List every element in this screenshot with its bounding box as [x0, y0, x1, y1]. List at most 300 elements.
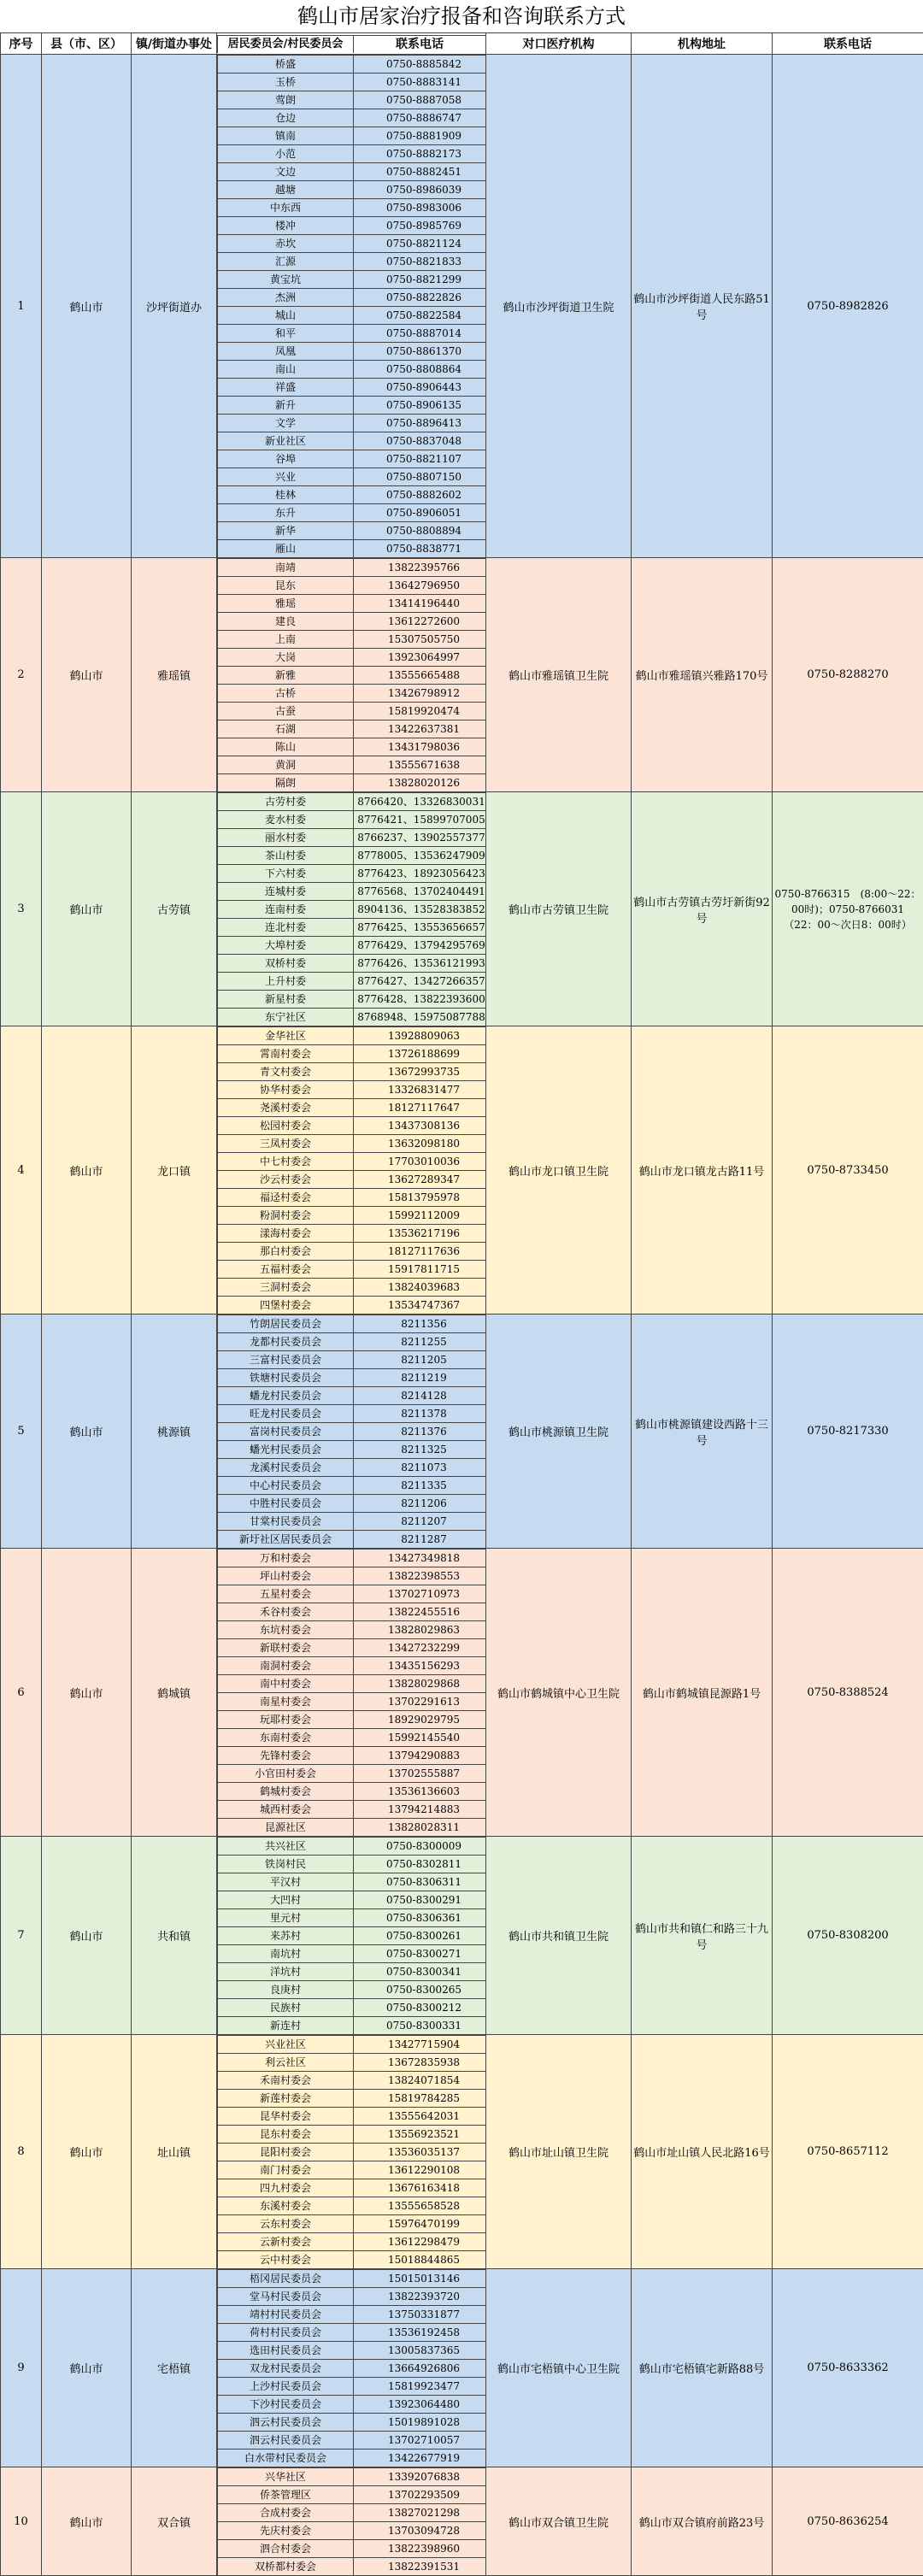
committee-row [218, 2108, 486, 2126]
committee-phone: 13422637381 [354, 720, 486, 738]
committee-row [218, 2251, 486, 2269]
committee-phone: 13928809063 [354, 1027, 486, 1045]
committee-row [218, 756, 486, 774]
group-row [1, 2269, 923, 2467]
committee-phone: 8211287 [354, 1531, 486, 1549]
group-number: 10 [1, 2467, 42, 2576]
committee-phone: 0750-8821833 [354, 253, 486, 271]
committee-phone: 13828028311 [354, 1819, 486, 1837]
committee-name: 南门村委会 [218, 2161, 354, 2179]
committee-phone: 0750-8808864 [354, 361, 486, 379]
committee-name: 云东村委会 [218, 2215, 354, 2233]
committee-name: 沙云村委会 [218, 1171, 354, 1189]
group-number: 8 [1, 2035, 42, 2269]
committee-name: 古桥 [218, 685, 354, 703]
address-cell: 鹤山市雅瑶镇兴雅路170号 [632, 558, 773, 792]
committee-row [218, 2414, 486, 2432]
header-town: 镇/街道办事处 [132, 33, 217, 55]
group-row [1, 792, 923, 1026]
committee-name: 堂马村民委员会 [218, 2288, 354, 2306]
committee-name: 民族村 [218, 1999, 354, 2017]
committee-row [218, 1567, 486, 1585]
address-cell: 鹤山市桃源镇建设西路十三号 [632, 1314, 773, 1549]
committee-phone: 0750-8861370 [354, 343, 486, 361]
contact-phone-cell: 0750-8388524 [773, 1549, 923, 1837]
committee-row [218, 1945, 486, 1963]
committee-name: 文学 [218, 415, 354, 432]
committee-row [218, 2486, 486, 2504]
committee-row [218, 1387, 486, 1405]
committee-phone: 0750-8986039 [354, 181, 486, 199]
committee-name: 共兴社区 [218, 1838, 354, 1856]
committee-phone: 13536035137 [354, 2144, 486, 2161]
town-cell: 鹤城镇 [132, 1549, 217, 1837]
committee-name: 下六村委 [218, 865, 354, 883]
committee-phone: 8768948、15975087788 [354, 1009, 486, 1026]
committee-name: 丽水村委 [218, 829, 354, 847]
committee-phone: 8214128 [354, 1387, 486, 1405]
committee-name: 昆华村委会 [218, 2108, 354, 2126]
committee-phone: 15307505750 [354, 631, 486, 649]
committee-phone: 13750331877 [354, 2306, 486, 2324]
committee-row [218, 865, 486, 883]
committee-name: 禾谷村委会 [218, 1603, 354, 1621]
group-row [1, 1549, 923, 1837]
committee-phone: 8776426、13536121993 [354, 955, 486, 973]
town-cell: 桃源镇 [132, 1314, 217, 1549]
committee-phone: 8211378 [354, 1405, 486, 1423]
committee-phone: 13672835938 [354, 2054, 486, 2072]
committee-row [218, 2179, 486, 2197]
committee-phone: 13828029863 [354, 1621, 486, 1639]
committee-row [218, 1171, 486, 1189]
committee-phone: 0750-8881909 [354, 127, 486, 145]
committee-name: 南洞村委会 [218, 1657, 354, 1675]
committee-name: 楼冲 [218, 217, 354, 235]
committee-phone: 8211255 [354, 1333, 486, 1351]
group-row [1, 55, 923, 558]
committee-row [218, 2432, 486, 2450]
committee-row [218, 379, 486, 397]
group-number: 7 [1, 1837, 42, 2035]
committee-name: 新连村 [218, 2017, 354, 2035]
committee-phone: 8778005、13536247909 [354, 847, 486, 865]
committee-phone: 0750-8300265 [354, 1981, 486, 1999]
committee-phone: 0750-8886747 [354, 109, 486, 127]
committee-row [218, 343, 486, 361]
committee-phone: 15018844865 [354, 2251, 486, 2269]
committee-row [218, 1981, 486, 1999]
committee-phone: 13702293509 [354, 2486, 486, 2504]
committee-phone: 0750-8822826 [354, 289, 486, 307]
committee-row [218, 847, 486, 865]
committee-phone: 13536136603 [354, 1783, 486, 1801]
committee-name: 新华 [218, 522, 354, 540]
committee-name: 黄洞 [218, 756, 354, 774]
committee-phone: 13326831477 [354, 1081, 486, 1099]
committee-list [217, 1314, 486, 1549]
committee-row [218, 432, 486, 450]
institution-cell: 鹤山市古劳镇卫生院 [486, 792, 632, 1026]
committee-phone: 13536217196 [354, 1225, 486, 1243]
committee-name: 玉桥 [218, 74, 354, 91]
committee-row [218, 811, 486, 829]
committee-name: 陈山 [218, 738, 354, 756]
committee-phone: 13822398960 [354, 2540, 486, 2558]
committee-name: 小官田村委会 [218, 1765, 354, 1783]
committee-name: 尧溪村委会 [218, 1099, 354, 1117]
committee-name: 万和村委会 [218, 1550, 354, 1567]
committee-row [218, 919, 486, 937]
committee-phone: 13702291613 [354, 1693, 486, 1711]
committee-name: 先锋村委会 [218, 1747, 354, 1765]
committee-phone: 8211356 [354, 1315, 486, 1333]
committee-name: 泗云村民委员会 [218, 2432, 354, 2450]
committee-phone: 8776423、18923056423 [354, 865, 486, 883]
committee-name: 上升村委 [218, 973, 354, 991]
committee-list [217, 558, 486, 792]
committee-phone: 13824071854 [354, 2072, 486, 2090]
committee-row [218, 217, 486, 235]
committee-phone: 13923064480 [354, 2396, 486, 2414]
committee-phone: 15019891028 [354, 2414, 486, 2432]
committee-name: 越塘 [218, 181, 354, 199]
committee-row [218, 1747, 486, 1765]
committee-name: 莺朗 [218, 91, 354, 109]
group-number: 3 [1, 792, 42, 1026]
committee-name: 昆阳村委会 [218, 2144, 354, 2161]
committee-name: 协华村委会 [218, 1081, 354, 1099]
committee-row [218, 2342, 486, 2360]
committee-phone: 8904136、13528383852 [354, 901, 486, 919]
committee-name: 金华社区 [218, 1027, 354, 1045]
committee-name: 南山 [218, 361, 354, 379]
committee-name: 双龙村民委员会 [218, 2360, 354, 2378]
contact-phone-cell: 0750-8636254 [773, 2467, 923, 2576]
committee-name: 青文村委会 [218, 1063, 354, 1081]
committee-name: 松园村委会 [218, 1117, 354, 1135]
group-row [1, 1837, 923, 2035]
committee-name: 兴华社区 [218, 2468, 354, 2486]
committee-row [218, 1477, 486, 1495]
committee-name: 古劳村委 [218, 793, 354, 811]
committee-phone: 0750-8807150 [354, 468, 486, 486]
committee-row [218, 56, 486, 74]
committee-phone: 13427232299 [354, 1639, 486, 1657]
committee-row [218, 1117, 486, 1135]
committee-phone: 15992112009 [354, 1207, 486, 1225]
committee-phone: 8776425、13553656657 [354, 919, 486, 937]
committee-name: 云中村委会 [218, 2251, 354, 2269]
committee-row [218, 883, 486, 901]
committee-name: 选田村民委员会 [218, 2342, 354, 2360]
committee-name: 粉洞村委会 [218, 1207, 354, 1225]
committee-name: 东南村委会 [218, 1729, 354, 1747]
committee-row [218, 2360, 486, 2378]
town-cell: 共和镇 [132, 1837, 217, 2035]
committee-row [218, 2468, 486, 2486]
committee-row [218, 1261, 486, 1279]
committee-name: 大埠村委 [218, 937, 354, 955]
committee-row [218, 1729, 486, 1747]
committee-phone: 13427715904 [354, 2036, 486, 2054]
committee-phone: 13534747367 [354, 1297, 486, 1314]
committee-name: 城西村委会 [218, 1801, 354, 1819]
institution-cell: 鹤山市鹤城镇中心卫生院 [486, 1549, 632, 1837]
committee-row [218, 1441, 486, 1459]
committee-row [218, 1999, 486, 2017]
committee-name: 双桥都村委会 [218, 2558, 354, 2576]
committee-row [218, 1369, 486, 1387]
committee-phone: 8776568、13702404491 [354, 883, 486, 901]
committee-phone: 8211376 [354, 1423, 486, 1441]
committee-name: 新联村委会 [218, 1639, 354, 1657]
committee-row [218, 1081, 486, 1099]
committee-phone: 0750-8882451 [354, 163, 486, 181]
committee-row [218, 1279, 486, 1297]
committee-name: 上沙村民委员会 [218, 2378, 354, 2396]
committee-row [218, 199, 486, 217]
committee-row [218, 1963, 486, 1981]
committee-row [218, 1495, 486, 1513]
committee-phone: 13632098180 [354, 1135, 486, 1153]
group-number: 9 [1, 2269, 42, 2467]
committee-row [218, 667, 486, 685]
contact-phone-cell: 0750-8733450 [773, 1026, 923, 1314]
committee-name: 蟠光村民委员会 [218, 1441, 354, 1459]
committee-phone: 13827021298 [354, 2504, 486, 2522]
committee-row [218, 720, 486, 738]
committee-row [218, 1909, 486, 1927]
committee-row [218, 1405, 486, 1423]
committee-phone: 0750-8837048 [354, 432, 486, 450]
committee-phone: 13612290108 [354, 2161, 486, 2179]
committee-name: 三洞村委会 [218, 1279, 354, 1297]
committee-row [218, 1819, 486, 1837]
header-county: 县（市、区） [42, 33, 132, 55]
group-row [1, 2467, 923, 2576]
committee-phone: 13794290883 [354, 1747, 486, 1765]
town-cell: 龙口镇 [132, 1026, 217, 1314]
county-cell: 鹤山市 [42, 2035, 132, 2269]
committee-phone: 0750-8882173 [354, 145, 486, 163]
committee-row [218, 450, 486, 468]
committee-phone: 0750-8821124 [354, 235, 486, 253]
committee-name: 黄宝坑 [218, 271, 354, 289]
committee-row [218, 235, 486, 253]
committee-name: 茶山村委 [218, 847, 354, 865]
committee-list [217, 2269, 486, 2467]
committee-name: 三凤村委会 [218, 1135, 354, 1153]
committee-name: 雅瑶 [218, 595, 354, 613]
committee-phone: 13822391531 [354, 2558, 486, 2576]
committee-name: 谷埠 [218, 450, 354, 468]
committee-row [218, 289, 486, 307]
committee-row [218, 522, 486, 540]
committee-phone: 0750-8300009 [354, 1838, 486, 1856]
committee-row [218, 2324, 486, 2342]
committee-name: 建良 [218, 613, 354, 631]
town-cell: 双合镇 [132, 2467, 217, 2576]
committee-row [218, 1801, 486, 1819]
committee-row [218, 1693, 486, 1711]
committee-row [218, 1603, 486, 1621]
committee-name: 新圩社区居民委员会 [218, 1531, 354, 1549]
committee-name: 南靖 [218, 559, 354, 577]
committee-phone: 0750-8887058 [354, 91, 486, 109]
committee-row [218, 973, 486, 991]
committee-phone: 15992145540 [354, 1729, 486, 1747]
committee-phone: 13627289347 [354, 1171, 486, 1189]
committee-name: 那白村委会 [218, 1243, 354, 1261]
committee-name: 东升 [218, 504, 354, 522]
town-cell: 沙坪街道办 [132, 55, 217, 558]
committee-name: 城山 [218, 307, 354, 325]
committee-phone: 8211205 [354, 1351, 486, 1369]
committee-phone: 8211219 [354, 1369, 486, 1387]
institution-cell: 鹤山市双合镇卫生院 [486, 2467, 632, 2576]
committee-phone: 8211206 [354, 1495, 486, 1513]
committee-phone: 13923064997 [354, 649, 486, 667]
committee-phone: 15819784285 [354, 2090, 486, 2108]
committee-phone: 0750-8306361 [354, 1909, 486, 1927]
committee-row [218, 577, 486, 595]
committee-row [218, 1621, 486, 1639]
committee-phone: 0750-8822584 [354, 307, 486, 325]
committee-phone: 0750-8300271 [354, 1945, 486, 1963]
committee-phone: 13536192458 [354, 2324, 486, 2342]
address-cell: 鹤山市沙坪街道人民东路51号 [632, 55, 773, 558]
committee-name: 铁塘村民委员会 [218, 1369, 354, 1387]
committee-name: 连南村委 [218, 901, 354, 919]
committee-phone: 0750-8300341 [354, 1963, 486, 1981]
group-number: 4 [1, 1026, 42, 1314]
committee-row [218, 325, 486, 343]
committee-row [218, 774, 486, 792]
committee-row [218, 2144, 486, 2161]
group-number: 2 [1, 558, 42, 792]
header-committee: 居民委员会/村民委员会 [218, 35, 354, 53]
committee-name: 坪山村委会 [218, 1567, 354, 1585]
address-cell: 鹤山市龙口镇龙古路11号 [632, 1026, 773, 1314]
county-cell: 鹤山市 [42, 55, 132, 558]
committee-name: 泗云村民委员会 [218, 2414, 354, 2432]
committee-name: 富岗村民委员会 [218, 1423, 354, 1441]
committee-name: 祥盛 [218, 379, 354, 397]
committee-phone: 13822455516 [354, 1603, 486, 1621]
committee-phone: 8776429、13794295769 [354, 937, 486, 955]
committee-row [218, 2054, 486, 2072]
town-cell: 古劳镇 [132, 792, 217, 1026]
committee-row [218, 1513, 486, 1531]
committee-name: 大岗 [218, 649, 354, 667]
committee-row [218, 2090, 486, 2108]
committee-name: 新莲村委会 [218, 2090, 354, 2108]
header-institution: 对口医疗机构 [486, 33, 632, 55]
committee-row [218, 415, 486, 432]
committee-name: 甘棠村民委员会 [218, 1513, 354, 1531]
committee-phone: 13555642031 [354, 2108, 486, 2126]
committee-row [218, 1765, 486, 1783]
committee-phone: 13437308136 [354, 1117, 486, 1135]
committee-name: 福迳村委会 [218, 1189, 354, 1207]
committee-name: 漾海村委会 [218, 1225, 354, 1243]
committee-name: 竹朗居民委员会 [218, 1315, 354, 1333]
committee-row [218, 1243, 486, 1261]
committee-name: 杰洲 [218, 289, 354, 307]
town-cell: 址山镇 [132, 2035, 217, 2269]
committee-name: 龙溪村民委员会 [218, 1459, 354, 1477]
committee-phone: 0750-8906443 [354, 379, 486, 397]
group-row [1, 1026, 923, 1314]
committee-row [218, 253, 486, 271]
committee-phone: 0750-8896413 [354, 415, 486, 432]
committee-row [218, 1550, 486, 1567]
committee-name: 东宁社区 [218, 1009, 354, 1026]
committee-name: 兴业 [218, 468, 354, 486]
committee-name: 小范 [218, 145, 354, 163]
committee-name: 合成村委会 [218, 2504, 354, 2522]
committee-row [218, 2378, 486, 2396]
committee-phone: 13392076838 [354, 2468, 486, 2486]
committee-phone: 13426798912 [354, 685, 486, 703]
committee-phone: 8776427、13427266357 [354, 973, 486, 991]
committee-phone: 0750-8906135 [354, 397, 486, 415]
committee-list [217, 2035, 486, 2269]
committee-name: 桂林 [218, 486, 354, 504]
committee-name: 南星村委会 [218, 1693, 354, 1711]
address-cell: 鹤山市古劳镇古劳圩新街92号 [632, 792, 773, 1026]
institution-cell: 鹤山市桃源镇卫生院 [486, 1314, 632, 1549]
committee-row [218, 559, 486, 577]
county-cell: 鹤山市 [42, 1837, 132, 2035]
committee-name: 昆源社区 [218, 1819, 354, 1837]
committee-row [218, 1873, 486, 1891]
committee-phone: 15917811715 [354, 1261, 486, 1279]
committee-name: 古蚕 [218, 703, 354, 720]
committee-row [218, 703, 486, 720]
page-title: 鹤山市居家治疗报备和咨询联系方式 [0, 0, 923, 32]
committee-row [218, 829, 486, 847]
committee-name: 鹤城村委会 [218, 1783, 354, 1801]
committee-row [218, 1297, 486, 1314]
committee-row [218, 1153, 486, 1171]
committee-phone: 0750-8300331 [354, 2017, 486, 2035]
institution-cell: 鹤山市沙坪街道卫生院 [486, 55, 632, 558]
committee-phone: 13702710973 [354, 1585, 486, 1603]
committee-phone: 13822395766 [354, 559, 486, 577]
committee-row [218, 738, 486, 756]
committee-row [218, 1225, 486, 1243]
committee-name: 赤坎 [218, 235, 354, 253]
committee-phone: 13422677919 [354, 2450, 486, 2467]
committee-phone: 13414196440 [354, 595, 486, 613]
committee-name: 凤凰 [218, 343, 354, 361]
committee-phone: 0750-8838771 [354, 540, 486, 558]
committee-row [218, 181, 486, 199]
committee-row [218, 468, 486, 486]
committee-name: 三富村民委员会 [218, 1351, 354, 1369]
committee-name: 龙都村民委员会 [218, 1333, 354, 1351]
committee-name: 文边 [218, 163, 354, 181]
committee-phone: 13702555887 [354, 1765, 486, 1783]
committee-row [218, 1585, 486, 1603]
committee-name: 镇南 [218, 127, 354, 145]
contact-phone-cell: 0750-8308200 [773, 1837, 923, 2035]
contact-table [0, 32, 923, 2576]
committee-row [218, 1099, 486, 1117]
committee-row [218, 1838, 486, 1856]
